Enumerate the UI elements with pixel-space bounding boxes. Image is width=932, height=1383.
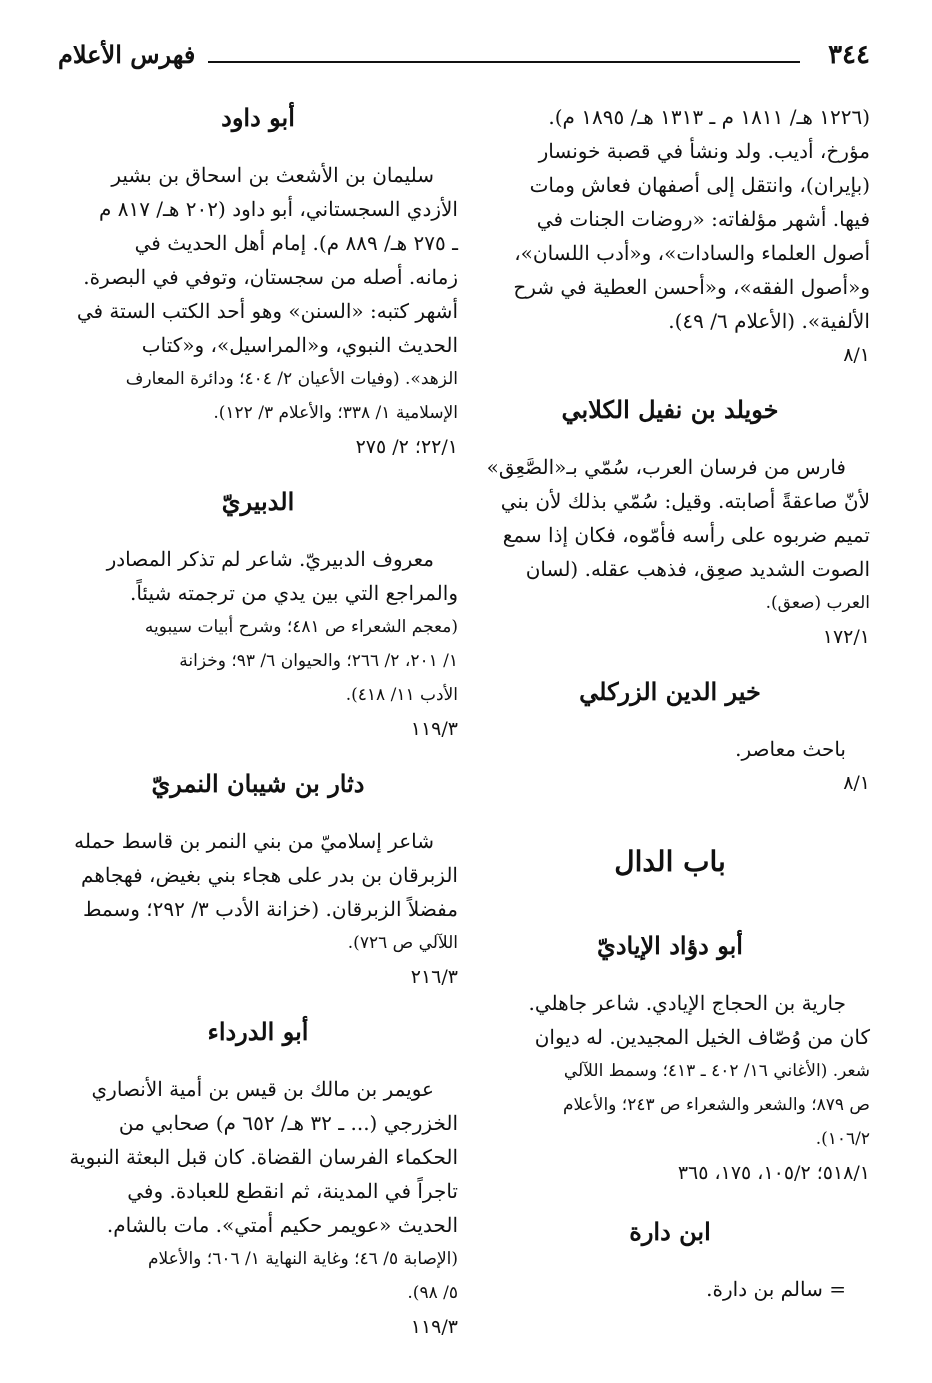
entry-title: أبو دؤاد الإياديّ [597,931,743,960]
entry-abu-dawud [58,100,458,464]
entry-text-line: (بإيران)، وانتقل إلى أصفهان فعاش ومات [529,173,870,197]
entry-text-line: الصوت الشديد صعِق، فذهب عقله. (لسان [525,557,870,581]
entry-text-line: ١٠٦/٢). [815,1129,870,1149]
running-title: فهرس الأعلام [58,40,196,69]
page-number: ٣٤٤ [828,40,870,70]
entry-title: خويلد بن نفيل الكلابي [561,395,779,424]
entry-ibn-dara [470,1214,870,1306]
entry-title: دثار بن شيبان النمريّ [151,769,365,798]
entry-page-refs: ٢٢/١؛ ٢/ ٢٧٥ [355,436,458,458]
entry-zirikli [470,674,870,800]
entry-text-line: الإسلامية ١/ ٣٣٨؛ والأعلام ٣/ ١٢٢). [213,403,458,423]
entry-dubayri [58,484,458,746]
entry-dithar [58,766,458,994]
entry-text-line: معروف الدبيريّ. شاعر لم تذكر المصادر [106,547,434,571]
entry-page-refs: ٥١٨/١؛ ١٠٥/٢، ١٧٥، ٣٦٥ [677,1162,870,1184]
header-rule [208,61,800,63]
entry-text-line: الحديث «عويمر حكيم أمتي». مات بالشام. [106,1213,458,1237]
entry-text-line: مؤرخ، أديب. ولد ونشأ في قصبة خونسار [538,139,870,163]
entry-khuwaylid [470,392,870,654]
entry-page-refs: ١٧٢/١ [822,626,870,648]
entry-text-line: الحديث النبوي، و«المراسيل»، و«كتاب [141,333,458,357]
entry-title: خير الدين الزركلي [579,677,761,706]
entry-text-line: عويمر بن مالك بن قيس بن أمية الأنصاري [91,1077,434,1101]
entry-title: الدبيريّ [221,487,295,516]
entry-text-line: زمانه. أصله من سجستان، وتوفي في البصرة. [83,265,458,289]
entry-text-line: الزبرقان بن بدر على هجاء بني بغيض، فهجاهم [81,863,458,887]
entry-text-line: فارس من فرسان العرب، سُمّي بـ«الصَّعِق» [486,455,846,479]
entry-text-line: اللآلي ص ٧٢٦). [347,933,458,953]
entry-text-line: فيها. أشهر مؤلفاته: «روضات الجنات في [536,207,870,231]
entry-text-line: (الإصابة ٥/ ٤٦؛ وغاية النهاية ١/ ٦٠٦؛ والأعلام [147,1249,458,1269]
entry-text-line: و«أصول الفقه»، و«أحسن العطية في شرح [513,275,870,299]
entry-page-refs: ٨/١ [843,344,870,366]
entry-text-line: تميم ضربوه على رأسه فأمّوه، فكان إذا سمع [502,523,870,547]
entry-page-refs: ٨/١ [843,772,870,794]
chapter-heading: باب الدال [614,845,726,878]
entry-text-line: والمراجع التي بين يدي من ترجمته شيئاً. [129,581,458,605]
entry-text-line: ١/ ٢٠١، ٢/ ٢٦٦؛ والحيوان ٦/ ٩٣؛ وخزانة [179,651,458,671]
entry-text-line: ٥/ ٩٨). [407,1283,458,1303]
entry-text-line: الأزدي السجستاني، أبو داود (٢٠٢ هـ/ ٨١٧ م [98,197,458,221]
right-column [470,100,870,1306]
entry-text-line: الحكماء الفرسان القضاة. كان قبل البعثة النبوية [69,1145,458,1169]
entry-text-line: مفضلاً الزبرقان. (خزانة الأدب ٣/ ٢٩٢؛ وسمط [82,897,458,921]
entry-text-line: لأنّ صاعقةً أصابته. وقيل: سُمّي بذلك لأن بني [500,489,870,513]
entry-text-line: ص ٨٧٩؛ والشعر والشعراء ص ٢٤٣؛ والأعلام [562,1095,870,1115]
entry-text-line: شاعر إسلاميّ من بني النمر بن قاسط حمله [74,829,434,853]
entry-title: أبو الدرداء [207,1017,309,1046]
entry-text-line: الألفية». (الأعلام ٦/ ٤٩). [668,309,870,333]
entry-title: ابن دارة [629,1217,711,1246]
entry-page-refs: ٢١٦/٣ [410,966,458,988]
entry-text-line: تاجراً في المدينة، ثم انقطع للعبادة. وفي [127,1179,458,1203]
left-column [58,100,458,1364]
entry-text-line: الخزرجي (... ـ ٣٢ هـ/ ٦٥٢ م) صحابي من [118,1111,458,1135]
entry-text-line: باحث معاصر. [735,737,846,761]
entry-text-line: (معجم الشعراء ص ٤٨١؛ وشرح أبيات سيبويه [144,617,458,637]
entry-title: أبو داود [221,103,295,132]
entry-text-line: شعر. (الأغاني ١٦/ ٤٠٢ ـ ٤١٣؛ وسمط اللآلي [563,1061,870,1081]
entry-text-line: العرب (صعق). [765,593,870,613]
entry-page-refs: ١١٩/٣ [410,718,458,740]
entry-abu-duad [470,928,870,1190]
entry-page-refs: ١١٩/٣ [410,1316,458,1338]
entry-text-line: (١٢٢٦ هـ/ ١٨١١ م ـ ١٣١٣ هـ/ ١٨٩٥ م). [548,105,870,129]
entry-text-line: سليمان بن الأشعث بن اسحاق بن بشير [111,163,434,187]
entry-text-line: = سالم بن دارة. [706,1277,846,1301]
entry-continued [470,100,870,372]
entry-text-line: ـ ٢٧٥ هـ/ ٨٨٩ م). إمام أهل الحديث في [134,231,458,255]
entry-text-line: كان من وُصّاف الخيل المجيدين. له ديوان [534,1025,870,1049]
entry-text-line: الزهد». (وفيات الأعيان ٢/ ٤٠٤؛ ودائرة المعارف [125,369,458,389]
entry-text-line: جارية بن الحجاج الإيادي. شاعر جاهلي. [528,991,846,1015]
entry-text-line: أشهر كتبه: «السنن» وهو أحد الكتب الستة في [76,299,458,323]
entry-abu-darda [58,1014,458,1344]
entry-text-line: الأدب ١١/ ٤١٨). [345,685,458,705]
entry-text-line: أصول العلماء والسادات»، و«أدب اللسان»، [514,241,870,265]
page-header [58,40,870,76]
